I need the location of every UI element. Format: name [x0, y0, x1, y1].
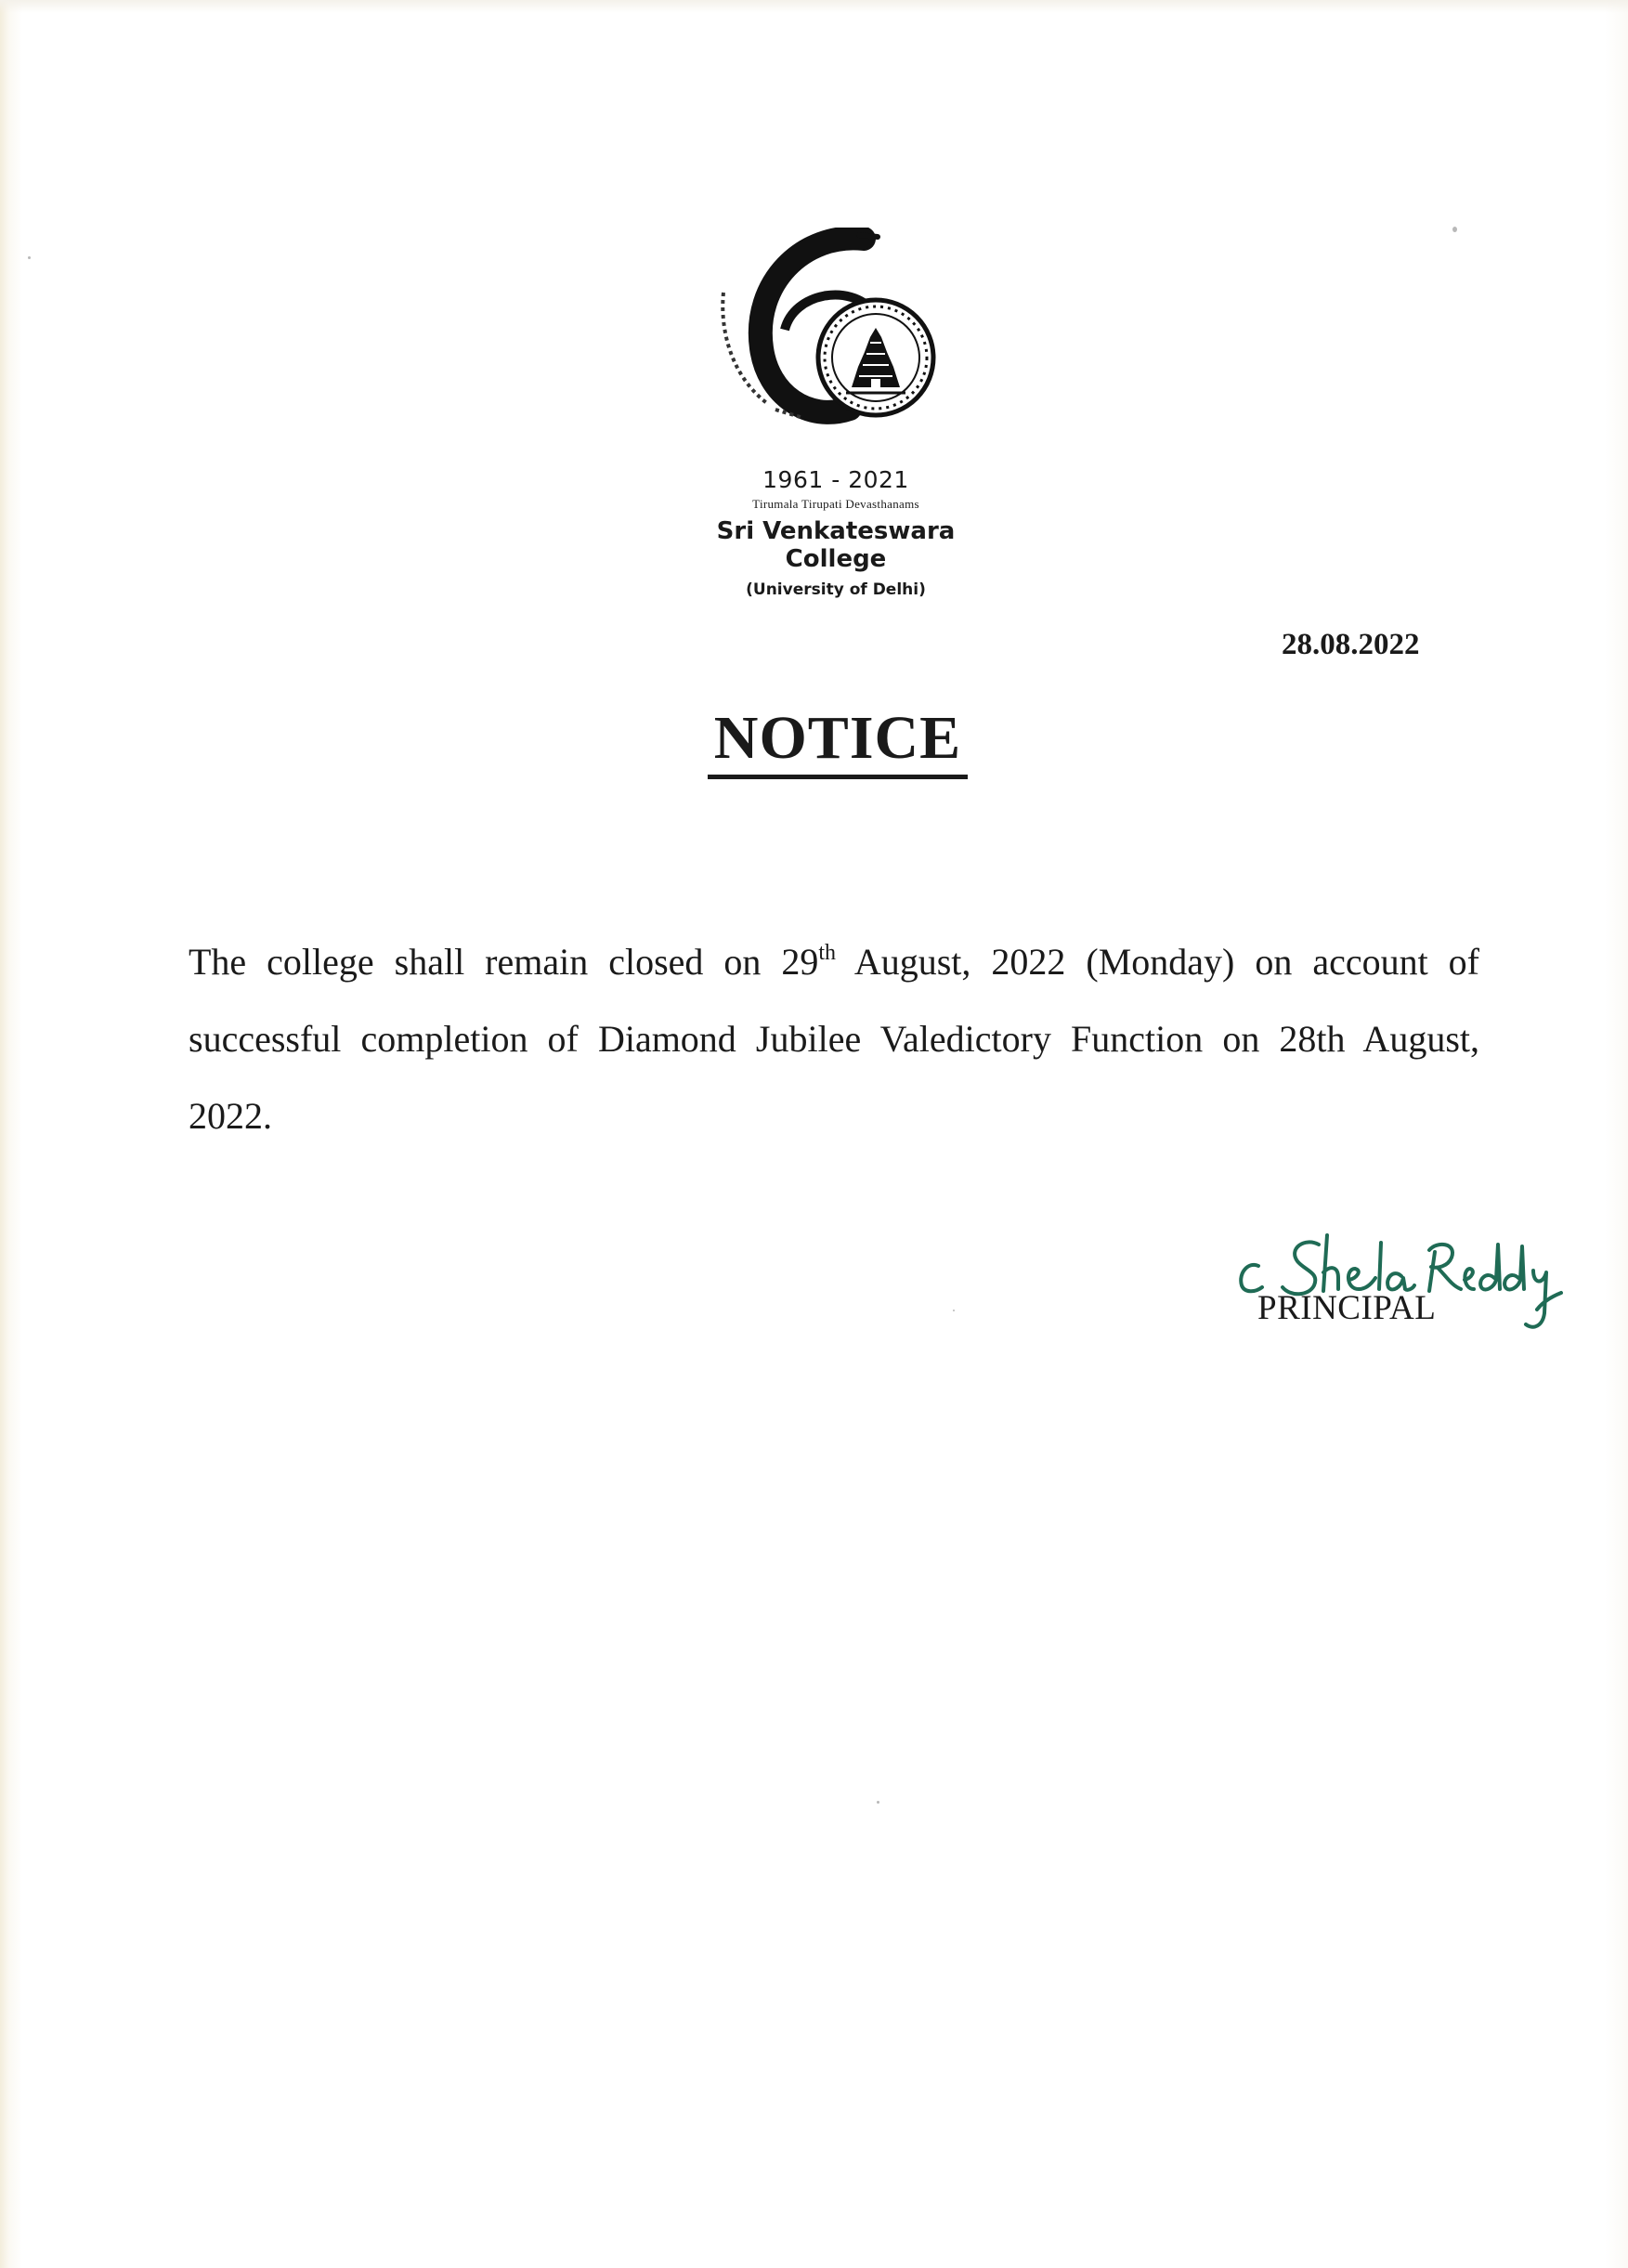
notice-title: NOTICE — [713, 704, 962, 772]
trust-name: Tirumala Tirupati Devasthanams — [752, 497, 919, 511]
jubilee-years: 1961 - 2021 — [762, 466, 909, 493]
body-text-rest: August, 2022 (Monday) on account of successful completion of Diamond Jubilee Valedictory Function on 28th August, 2022. — [189, 941, 1480, 1137]
paper-speck — [28, 256, 31, 259]
paper-speck — [877, 1801, 879, 1804]
body-text-start: The college shall remain closed on 29 — [189, 941, 819, 983]
paper-speck — [1452, 227, 1457, 232]
diamond-jubilee-logo-icon — [710, 228, 961, 437]
ordinal-suffix: th — [818, 941, 837, 965]
notice-body — [189, 923, 1479, 1154]
notice-date: 28.08.2022 — [1282, 628, 1420, 661]
college-letterhead — [669, 228, 1003, 599]
paper-top-edge — [0, 0, 1628, 13]
title-underline — [708, 775, 968, 779]
university-name: (University of Delhi) — [746, 580, 926, 599]
principal-designation: PRINCIPAL — [1257, 1289, 1437, 1327]
paper-speck — [953, 1310, 955, 1311]
college-name: Sri Venkateswara College — [716, 517, 956, 573]
